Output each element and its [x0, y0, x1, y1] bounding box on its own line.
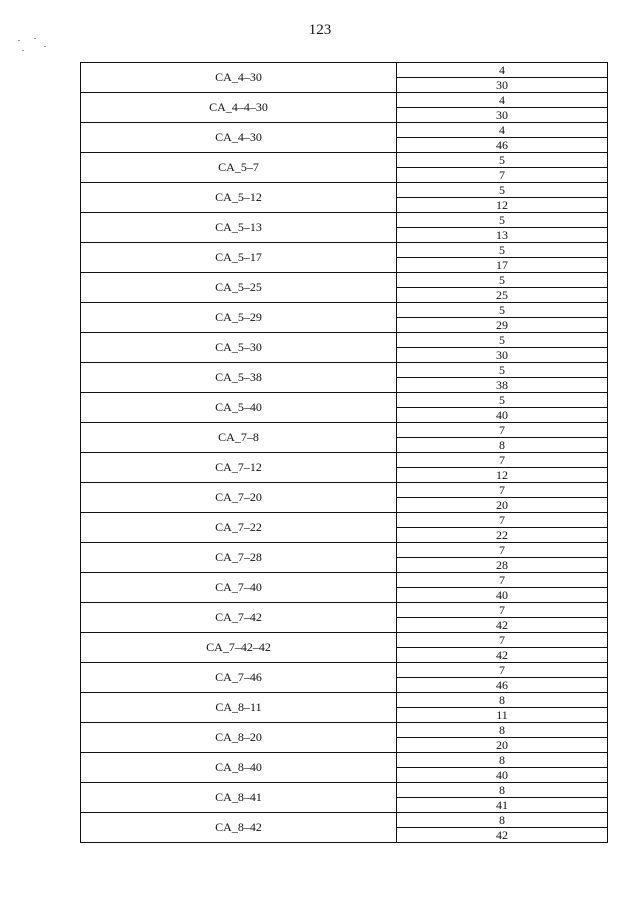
- band-b-cell: 40: [397, 768, 608, 783]
- table-row: [81, 213, 608, 228]
- band-b-cell: 12: [397, 468, 608, 483]
- band-a-cell: 5: [397, 363, 608, 378]
- combination-name-cell: CA_5–7: [81, 153, 397, 183]
- band-a-cell: 7: [397, 633, 608, 648]
- band-a-cell: 5: [397, 273, 608, 288]
- band-a-cell: 5: [397, 183, 608, 198]
- band-b-cell: 30: [397, 348, 608, 363]
- combination-name-cell: CA_5–25: [81, 273, 397, 303]
- combination-name-cell: CA_4–30: [81, 63, 397, 93]
- combination-name-cell: CA_5–12: [81, 183, 397, 213]
- table-row: [81, 633, 608, 648]
- combination-name-cell: CA_7–12: [81, 453, 397, 483]
- band-b-cell: 42: [397, 618, 608, 633]
- combination-name-cell: CA_7–22: [81, 513, 397, 543]
- table-body: [81, 63, 608, 843]
- band-a-cell: 5: [397, 213, 608, 228]
- page-number: 123: [308, 22, 332, 38]
- band-b-cell: 20: [397, 738, 608, 753]
- band-b-cell: 12: [397, 198, 608, 213]
- band-a-cell: 7: [397, 483, 608, 498]
- band-a-cell: 5: [397, 333, 608, 348]
- combination-name-cell: CA_4–4–30: [81, 93, 397, 123]
- table-row: [81, 183, 608, 198]
- table-row: [81, 573, 608, 588]
- band-b-cell: 38: [397, 378, 608, 393]
- band-a-cell: 7: [397, 513, 608, 528]
- band-a-cell: 8: [397, 693, 608, 708]
- table-row: [81, 693, 608, 708]
- band-b-cell: 7: [397, 168, 608, 183]
- table-row: [81, 453, 608, 468]
- band-b-cell: 42: [397, 648, 608, 663]
- combination-name-cell: CA_7–46: [81, 663, 397, 693]
- band-b-cell: 40: [397, 588, 608, 603]
- band-a-cell: 5: [397, 153, 608, 168]
- table-row: [81, 813, 608, 828]
- band-a-cell: 7: [397, 603, 608, 618]
- band-a-cell: 4: [397, 93, 608, 108]
- band-a-cell: 4: [397, 123, 608, 138]
- band-a-cell: 8: [397, 783, 608, 798]
- table-row: [81, 363, 608, 378]
- band-b-cell: 30: [397, 108, 608, 123]
- band-b-cell: 42: [397, 828, 608, 843]
- scan-specks: [14, 36, 54, 56]
- band-b-cell: 28: [397, 558, 608, 573]
- band-a-cell: 7: [397, 573, 608, 588]
- band-b-cell: 30: [397, 78, 608, 93]
- band-b-cell: 11: [397, 708, 608, 723]
- table-row: [81, 153, 608, 168]
- combination-name-cell: CA_7–20: [81, 483, 397, 513]
- band-a-cell: 8: [397, 813, 608, 828]
- table-row: [81, 423, 608, 438]
- band-b-cell: 41: [397, 798, 608, 813]
- band-a-cell: 5: [397, 303, 608, 318]
- band-combination-table: [80, 62, 608, 843]
- combination-name-cell: CA_5–17: [81, 243, 397, 273]
- combination-name-cell: CA_5–38: [81, 363, 397, 393]
- table-row: [81, 93, 608, 108]
- combination-name-cell: CA_8–41: [81, 783, 397, 813]
- combination-name-cell: CA_8–42: [81, 813, 397, 843]
- band-a-cell: 4: [397, 63, 608, 78]
- band-b-cell: 8: [397, 438, 608, 453]
- table-row: [81, 543, 608, 558]
- table-row: [81, 783, 608, 798]
- band-a-cell: 7: [397, 543, 608, 558]
- combination-name-cell: CA_8–11: [81, 693, 397, 723]
- combination-name-cell: CA_7–42–42: [81, 633, 397, 663]
- band-b-cell: 13: [397, 228, 608, 243]
- combination-name-cell: CA_5–29: [81, 303, 397, 333]
- band-a-cell: 7: [397, 453, 608, 468]
- table-row: [81, 513, 608, 528]
- combination-name-cell: CA_5–40: [81, 393, 397, 423]
- table-row: [81, 303, 608, 318]
- table-row: [81, 333, 608, 348]
- table-row: [81, 753, 608, 768]
- band-a-cell: 5: [397, 243, 608, 258]
- band-b-cell: 46: [397, 678, 608, 693]
- band-b-cell: 46: [397, 138, 608, 153]
- band-b-cell: 17: [397, 258, 608, 273]
- table-row: [81, 123, 608, 138]
- table-row: [81, 393, 608, 408]
- band-b-cell: 22: [397, 528, 608, 543]
- table-row: [81, 483, 608, 498]
- combination-name-cell: CA_4–30: [81, 123, 397, 153]
- combination-name-cell: CA_5–13: [81, 213, 397, 243]
- table-row: [81, 273, 608, 288]
- band-b-cell: 40: [397, 408, 608, 423]
- band-b-cell: 25: [397, 288, 608, 303]
- band-a-cell: 8: [397, 723, 608, 738]
- band-a-cell: 7: [397, 663, 608, 678]
- band-b-cell: 29: [397, 318, 608, 333]
- table-row: [81, 663, 608, 678]
- table-row: [81, 603, 608, 618]
- table-row: [81, 723, 608, 738]
- table-row: [81, 63, 608, 78]
- combination-name-cell: CA_7–40: [81, 573, 397, 603]
- band-a-cell: 8: [397, 753, 608, 768]
- band-a-cell: 5: [397, 393, 608, 408]
- combination-name-cell: CA_8–20: [81, 723, 397, 753]
- combination-name-cell: CA_7–28: [81, 543, 397, 573]
- combination-name-cell: CA_5–30: [81, 333, 397, 363]
- combination-name-cell: CA_8–40: [81, 753, 397, 783]
- combination-name-cell: CA_7–42: [81, 603, 397, 633]
- table-row: [81, 243, 608, 258]
- combination-name-cell: CA_7–8: [81, 423, 397, 453]
- band-a-cell: 7: [397, 423, 608, 438]
- band-b-cell: 20: [397, 498, 608, 513]
